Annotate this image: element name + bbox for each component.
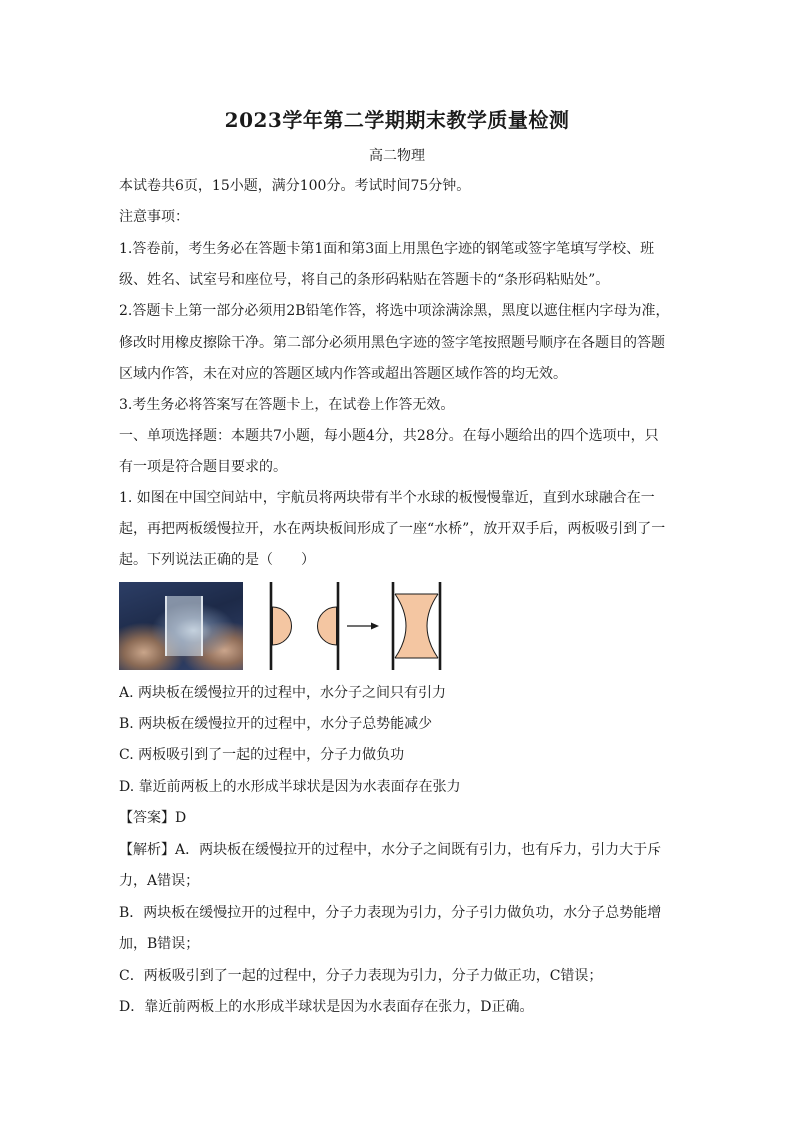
space-station-photo — [119, 582, 243, 670]
analysis-line-4: 加，B错误； — [119, 936, 200, 952]
intro-text: 本试卷共6页，15小题，满分100分。考试时间75分钟。 — [119, 178, 471, 194]
notice-heading: 注意事项： — [119, 209, 189, 225]
arrow-head — [371, 623, 379, 630]
half-water-ball-1 — [273, 607, 292, 645]
page-title: 2023学年第二学期期末教学质量检测 — [224, 108, 570, 132]
option-a: A. 两块板在缓慢拉开的过程中，水分子之间只有引力 — [119, 685, 447, 701]
notice-item-2-line-3: 区域内作答，未在对应的答题区域内作答或超出答题区域作答的均无效。 — [119, 366, 567, 382]
water-bridge-diagram — [263, 580, 449, 672]
section-heading-line-2: 有一项是符合题目要求的。 — [119, 459, 287, 475]
option-c: C. 两板吸引到了一起的过程中，分子力做负功 — [119, 747, 405, 763]
analysis-line-1: 【解析】A．两块板在缓慢拉开的过程中，水分子之间既有引力，也有斥力，引力大于斥 — [119, 842, 662, 858]
notice-item-2-line-1: 2.答题卡上第一部分必须用2B铅笔作答，将选中项涂满涂黑，黑度以遮住框内字母为准， — [119, 303, 670, 319]
page-subtitle: 高二物理 — [369, 148, 425, 164]
question-1-stem-line-1: 1. 如图在中国空间站中，宇航员将两块带有半个水球的板慢慢靠近，直到水球融合在一 — [119, 490, 655, 506]
notice-item-2-line-2: 修改时用橡皮擦除干净。第二部分必须用黑色字迹的签字笔按照题号顺序在各题目的答题 — [119, 335, 665, 351]
notice-item-1-line-1: 1.答卷前，考生务必在答题卡第1面和第3面上用黑色字迹的钢笔或签字笔填写学校、班 — [119, 241, 655, 257]
option-b: B. 两块板在缓慢拉开的过程中，水分子总势能减少 — [119, 716, 433, 732]
answer-text: 【答案】D — [119, 810, 187, 826]
notice-item-1-line-2: 级、姓名、试室号和座位号，将自己的条形码粘贴在答题卡的“条形码粘贴处”。 — [119, 272, 610, 288]
analysis-line-6: D．靠近前两板上的水形成半球状是因为水表面存在张力，D正确。 — [119, 999, 534, 1015]
question-1-figure — [119, 580, 449, 672]
water-bridge — [395, 594, 438, 658]
question-1-stem-line-3: 起。下列说法正确的是（ ） — [119, 552, 315, 568]
question-1-stem-line-2: 起，再把两板缓慢拉开，水在两块板间形成了一座“水桥”，放开双手后，两板吸引到了一 — [119, 521, 666, 537]
analysis-line-5: C．两板吸引到了一起的过程中，分子力表现为引力，分子力做正功，C错误； — [119, 968, 603, 984]
notice-item-3: 3.考生务必将答案写在答题卡上，在试卷上作答无效。 — [119, 397, 455, 413]
option-d: D. 靠近前两板上的水形成半球状是因为水表面存在张力 — [119, 779, 461, 795]
analysis-line-2: 力，A错误； — [119, 873, 200, 889]
half-water-ball-2 — [318, 607, 337, 645]
water-bridge-photo-detail — [165, 596, 203, 656]
analysis-line-3: B．两块板在缓慢拉开的过程中，分子力表现为引力，分子引力做负功，水分子总势能增 — [119, 905, 662, 921]
section-heading-line-1: 一、单项选择题：本题共7小题，每小题4分，共28分。在每小题给出的四个选项中，只 — [119, 428, 659, 444]
